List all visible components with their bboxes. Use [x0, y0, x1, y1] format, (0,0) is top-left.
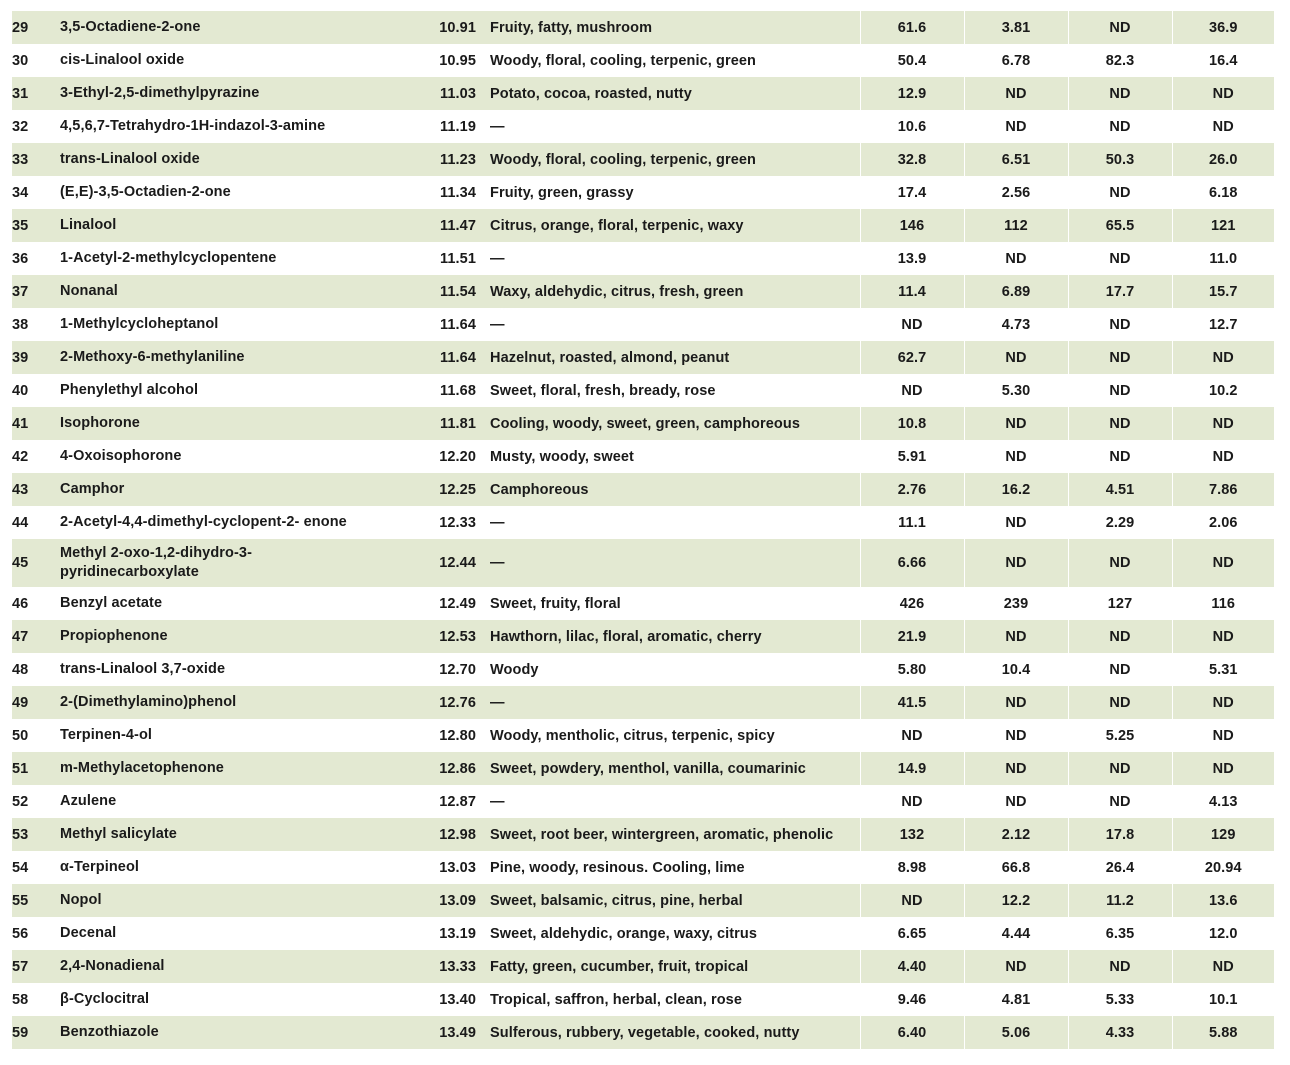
table-row [12, 110, 1274, 143]
value-4: 5.31 [1172, 653, 1274, 686]
table-row [12, 884, 1274, 917]
value-1: 426 [860, 587, 964, 620]
row-number: 29 [12, 11, 60, 44]
value-3: 4.51 [1068, 473, 1172, 506]
value-3: 6.35 [1068, 917, 1172, 950]
retention-time: 11.51 [360, 242, 490, 275]
odor-description: Sweet, floral, fresh, bready, rose [490, 374, 860, 407]
value-1: 6.40 [860, 1016, 964, 1049]
compound-name: α-Terpineol [60, 851, 360, 884]
table-row [12, 77, 1274, 110]
row-number: 49 [12, 686, 60, 719]
value-3: ND [1068, 242, 1172, 275]
value-3: ND [1068, 440, 1172, 473]
table-row [12, 620, 1274, 653]
row-number: 41 [12, 407, 60, 440]
value-2: 2.12 [964, 818, 1068, 851]
value-1: ND [860, 374, 964, 407]
compound-name: Benzothiazole [60, 1016, 360, 1049]
value-2: 10.4 [964, 653, 1068, 686]
odor-description: Cooling, woody, sweet, green, camphoreous [490, 407, 860, 440]
value-1: 4.40 [860, 950, 964, 983]
value-3: ND [1068, 686, 1172, 719]
retention-time: 13.19 [360, 917, 490, 950]
table-row [12, 11, 1274, 44]
value-4: ND [1172, 950, 1274, 983]
value-1: 41.5 [860, 686, 964, 719]
value-3: ND [1068, 77, 1172, 110]
value-1: 146 [860, 209, 964, 242]
value-4: ND [1172, 752, 1274, 785]
value-3: ND [1068, 785, 1172, 818]
retention-time: 11.54 [360, 275, 490, 308]
odor-description: Pine, woody, resinous. Cooling, lime [490, 851, 860, 884]
compound-name: Azulene [60, 785, 360, 818]
row-number: 40 [12, 374, 60, 407]
odor-description: Sweet, aldehydic, orange, waxy, citrus [490, 917, 860, 950]
value-1: ND [860, 785, 964, 818]
value-4: 20.94 [1172, 851, 1274, 884]
retention-time: 12.25 [360, 473, 490, 506]
table-row [12, 851, 1274, 884]
odor-description: Woody, floral, cooling, terpenic, green [490, 44, 860, 77]
odor-description: Sweet, powdery, menthol, vanilla, coumarinic [490, 752, 860, 785]
row-number: 45 [12, 539, 60, 587]
value-1: 62.7 [860, 341, 964, 374]
odor-description: Fruity, fatty, mushroom [490, 11, 860, 44]
value-4: 12.7 [1172, 308, 1274, 341]
table-row [12, 341, 1274, 374]
value-3: 4.33 [1068, 1016, 1172, 1049]
value-1: ND [860, 308, 964, 341]
compound-name: 4,5,6,7-Tetrahydro-1H-indazol-3-amine [60, 110, 360, 143]
table-row [12, 719, 1274, 752]
retention-time: 11.19 [360, 110, 490, 143]
table-row [12, 176, 1274, 209]
table-row [12, 209, 1274, 242]
table-row [12, 983, 1274, 1016]
compound-name: Linalool [60, 209, 360, 242]
value-2: ND [964, 950, 1068, 983]
row-number: 51 [12, 752, 60, 785]
value-1: ND [860, 884, 964, 917]
row-number: 58 [12, 983, 60, 1016]
value-3: 2.29 [1068, 506, 1172, 539]
value-3: 26.4 [1068, 851, 1172, 884]
row-number: 55 [12, 884, 60, 917]
compound-name: trans-Linalool 3,7-oxide [60, 653, 360, 686]
retention-time: 12.33 [360, 506, 490, 539]
table-row [12, 506, 1274, 539]
value-4: 13.6 [1172, 884, 1274, 917]
row-number: 38 [12, 308, 60, 341]
compound-name: (E,E)-3,5-Octadien-2-one [60, 176, 360, 209]
retention-time: 12.53 [360, 620, 490, 653]
odor-description: — [490, 110, 860, 143]
value-3: 17.7 [1068, 275, 1172, 308]
value-3: ND [1068, 308, 1172, 341]
odor-description: Tropical, saffron, herbal, clean, rose [490, 983, 860, 1016]
odor-description: Waxy, aldehydic, citrus, fresh, green [490, 275, 860, 308]
value-2: 4.44 [964, 917, 1068, 950]
row-number: 35 [12, 209, 60, 242]
compound-name: 4-Oxoisophorone [60, 440, 360, 473]
value-1: 6.65 [860, 917, 964, 950]
retention-time: 12.80 [360, 719, 490, 752]
row-number: 34 [12, 176, 60, 209]
retention-time: 12.87 [360, 785, 490, 818]
compound-table [12, 11, 1274, 1049]
value-3: ND [1068, 341, 1172, 374]
value-4: 11.0 [1172, 242, 1274, 275]
value-2: ND [964, 77, 1068, 110]
row-number: 57 [12, 950, 60, 983]
value-2: ND [964, 407, 1068, 440]
retention-time: 12.76 [360, 686, 490, 719]
value-2: 4.81 [964, 983, 1068, 1016]
retention-time: 13.49 [360, 1016, 490, 1049]
value-1: 8.98 [860, 851, 964, 884]
value-3: ND [1068, 539, 1172, 587]
retention-time: 12.98 [360, 818, 490, 851]
table-row [12, 407, 1274, 440]
row-number: 46 [12, 587, 60, 620]
row-number: 48 [12, 653, 60, 686]
row-number: 54 [12, 851, 60, 884]
row-number: 36 [12, 242, 60, 275]
value-1: 11.1 [860, 506, 964, 539]
value-1: 10.6 [860, 110, 964, 143]
value-4: 5.88 [1172, 1016, 1274, 1049]
value-2: ND [964, 719, 1068, 752]
value-2: ND [964, 539, 1068, 587]
row-number: 43 [12, 473, 60, 506]
value-3: 127 [1068, 587, 1172, 620]
value-3: 5.25 [1068, 719, 1172, 752]
value-2: 6.51 [964, 143, 1068, 176]
value-4: 12.0 [1172, 917, 1274, 950]
value-4: ND [1172, 620, 1274, 653]
compound-name: β-Cyclocitral [60, 983, 360, 1016]
row-number: 33 [12, 143, 60, 176]
value-4: 7.86 [1172, 473, 1274, 506]
retention-time: 11.64 [360, 308, 490, 341]
value-1: 50.4 [860, 44, 964, 77]
retention-time: 13.09 [360, 884, 490, 917]
value-2: 12.2 [964, 884, 1068, 917]
value-1: 21.9 [860, 620, 964, 653]
odor-description: — [490, 308, 860, 341]
row-number: 37 [12, 275, 60, 308]
value-2: 3.81 [964, 11, 1068, 44]
value-4: ND [1172, 539, 1274, 587]
retention-time: 12.20 [360, 440, 490, 473]
odor-description: Citrus, orange, floral, terpenic, waxy [490, 209, 860, 242]
odor-description: — [490, 506, 860, 539]
value-3: ND [1068, 752, 1172, 785]
value-2: 239 [964, 587, 1068, 620]
table-body [12, 11, 1274, 1049]
retention-time: 10.95 [360, 44, 490, 77]
value-4: ND [1172, 719, 1274, 752]
value-4: ND [1172, 77, 1274, 110]
odor-description: Sweet, fruity, floral [490, 587, 860, 620]
table-row [12, 785, 1274, 818]
value-2: ND [964, 686, 1068, 719]
value-4: 4.13 [1172, 785, 1274, 818]
compound-name: 2-(Dimethylamino)phenol [60, 686, 360, 719]
retention-time: 11.64 [360, 341, 490, 374]
retention-time: 11.23 [360, 143, 490, 176]
value-4: ND [1172, 440, 1274, 473]
value-2: ND [964, 110, 1068, 143]
odor-description: — [490, 539, 860, 587]
compound-name: 2-Methoxy-6-methylaniline [60, 341, 360, 374]
value-1: 6.66 [860, 539, 964, 587]
value-3: ND [1068, 176, 1172, 209]
retention-time: 11.03 [360, 77, 490, 110]
value-3: 50.3 [1068, 143, 1172, 176]
value-1: 132 [860, 818, 964, 851]
row-number: 50 [12, 719, 60, 752]
value-4: 129 [1172, 818, 1274, 851]
odor-description: Sweet, root beer, wintergreen, aromatic, phenolic [490, 818, 860, 851]
row-number: 44 [12, 506, 60, 539]
value-3: ND [1068, 620, 1172, 653]
value-2: 112 [964, 209, 1068, 242]
row-number: 39 [12, 341, 60, 374]
row-number: 31 [12, 77, 60, 110]
odor-description: Musty, woody, sweet [490, 440, 860, 473]
compound-name: 3-Ethyl-2,5-dimethylpyrazine [60, 77, 360, 110]
odor-description: Hazelnut, roasted, almond, peanut [490, 341, 860, 374]
value-2: ND [964, 506, 1068, 539]
value-2: 66.8 [964, 851, 1068, 884]
retention-time: 12.70 [360, 653, 490, 686]
value-1: 14.9 [860, 752, 964, 785]
row-number: 47 [12, 620, 60, 653]
value-2: ND [964, 242, 1068, 275]
value-3: ND [1068, 407, 1172, 440]
table-row [12, 818, 1274, 851]
row-number: 30 [12, 44, 60, 77]
value-2: 5.30 [964, 374, 1068, 407]
table-row [12, 587, 1274, 620]
value-2: 4.73 [964, 308, 1068, 341]
compound-name: 3,5-Octadiene-2-one [60, 11, 360, 44]
value-2: ND [964, 341, 1068, 374]
value-4: ND [1172, 407, 1274, 440]
value-4: 26.0 [1172, 143, 1274, 176]
odor-description: Sulferous, rubbery, vegetable, cooked, nutty [490, 1016, 860, 1049]
value-1: 5.91 [860, 440, 964, 473]
table-row [12, 752, 1274, 785]
compound-name: Benzyl acetate [60, 587, 360, 620]
value-2: 6.89 [964, 275, 1068, 308]
compound-name: Terpinen-4-ol [60, 719, 360, 752]
odor-description: — [490, 686, 860, 719]
table-row [12, 308, 1274, 341]
table-row [12, 653, 1274, 686]
retention-time: 10.91 [360, 11, 490, 44]
value-3: 17.8 [1068, 818, 1172, 851]
value-1: 10.8 [860, 407, 964, 440]
row-number: 32 [12, 110, 60, 143]
value-4: 2.06 [1172, 506, 1274, 539]
odor-description: Potato, cocoa, roasted, nutty [490, 77, 860, 110]
value-4: 10.1 [1172, 983, 1274, 1016]
compound-name: trans-Linalool oxide [60, 143, 360, 176]
odor-description: Hawthorn, lilac, floral, aromatic, cherry [490, 620, 860, 653]
value-3: 82.3 [1068, 44, 1172, 77]
odor-description: Sweet, balsamic, citrus, pine, herbal [490, 884, 860, 917]
value-1: 32.8 [860, 143, 964, 176]
odor-description: Woody, mentholic, citrus, terpenic, spicy [490, 719, 860, 752]
value-2: ND [964, 752, 1068, 785]
retention-time: 11.81 [360, 407, 490, 440]
value-4: 15.7 [1172, 275, 1274, 308]
compound-name: Methyl salicylate [60, 818, 360, 851]
table-row [12, 1016, 1274, 1049]
retention-time: 13.33 [360, 950, 490, 983]
compound-name: cis-Linalool oxide [60, 44, 360, 77]
value-3: ND [1068, 374, 1172, 407]
value-4: 36.9 [1172, 11, 1274, 44]
compound-name: Propiophenone [60, 620, 360, 653]
compound-name: 1-Acetyl-2-methylcyclopentene [60, 242, 360, 275]
odor-description: — [490, 242, 860, 275]
value-1: 61.6 [860, 11, 964, 44]
value-1: 17.4 [860, 176, 964, 209]
value-2: 6.78 [964, 44, 1068, 77]
value-4: 10.2 [1172, 374, 1274, 407]
odor-description: Fatty, green, cucumber, fruit, tropical [490, 950, 860, 983]
odor-description: — [490, 785, 860, 818]
value-4: 16.4 [1172, 44, 1274, 77]
retention-time: 12.49 [360, 587, 490, 620]
value-3: 65.5 [1068, 209, 1172, 242]
compound-name: Camphor [60, 473, 360, 506]
compound-name: Phenylethyl alcohol [60, 374, 360, 407]
compound-name: 1-Methylcycloheptanol [60, 308, 360, 341]
value-3: 11.2 [1068, 884, 1172, 917]
table-row [12, 440, 1274, 473]
compound-name: Isophorone [60, 407, 360, 440]
value-1: 2.76 [860, 473, 964, 506]
compound-name: Nonanal [60, 275, 360, 308]
value-2: ND [964, 620, 1068, 653]
value-4: 116 [1172, 587, 1274, 620]
value-3: ND [1068, 11, 1172, 44]
value-2: 16.2 [964, 473, 1068, 506]
retention-time: 11.47 [360, 209, 490, 242]
retention-time: 13.40 [360, 983, 490, 1016]
odor-description: Camphoreous [490, 473, 860, 506]
compound-name: 2,4-Nonadienal [60, 950, 360, 983]
value-1: 13.9 [860, 242, 964, 275]
table-row [12, 473, 1274, 506]
retention-time: 12.44 [360, 539, 490, 587]
value-1: 9.46 [860, 983, 964, 1016]
value-4: ND [1172, 110, 1274, 143]
value-4: 6.18 [1172, 176, 1274, 209]
compound-name: Methyl 2-oxo-1,2-dihydro-3-pyridinecarboxylate [60, 539, 360, 587]
table-row [12, 44, 1274, 77]
compound-name: m-Methylacetophenone [60, 752, 360, 785]
row-number: 56 [12, 917, 60, 950]
value-2: 5.06 [964, 1016, 1068, 1049]
row-number: 59 [12, 1016, 60, 1049]
odor-description: Woody [490, 653, 860, 686]
value-3: ND [1068, 653, 1172, 686]
retention-time: 11.34 [360, 176, 490, 209]
compound-name: Decenal [60, 917, 360, 950]
table-row [12, 950, 1274, 983]
compound-name: 2-Acetyl-4,4-dimethyl-cyclopent-2- enone [60, 506, 360, 539]
value-1: 11.4 [860, 275, 964, 308]
table-row [12, 275, 1274, 308]
value-2: ND [964, 440, 1068, 473]
compound-name: Nopol [60, 884, 360, 917]
table-row [12, 686, 1274, 719]
value-3: ND [1068, 110, 1172, 143]
value-3: ND [1068, 950, 1172, 983]
retention-time: 13.03 [360, 851, 490, 884]
odor-description: Fruity, green, grassy [490, 176, 860, 209]
table-row [12, 917, 1274, 950]
value-4: 121 [1172, 209, 1274, 242]
row-number: 53 [12, 818, 60, 851]
value-2: 2.56 [964, 176, 1068, 209]
row-number: 42 [12, 440, 60, 473]
odor-description: Woody, floral, cooling, terpenic, green [490, 143, 860, 176]
value-1: 5.80 [860, 653, 964, 686]
retention-time: 11.68 [360, 374, 490, 407]
value-1: 12.9 [860, 77, 964, 110]
table-row [12, 242, 1274, 275]
value-3: 5.33 [1068, 983, 1172, 1016]
table-row [12, 374, 1274, 407]
value-2: ND [964, 785, 1068, 818]
value-1: ND [860, 719, 964, 752]
table-row [12, 143, 1274, 176]
value-4: ND [1172, 341, 1274, 374]
value-4: ND [1172, 686, 1274, 719]
row-number: 52 [12, 785, 60, 818]
table-row [12, 539, 1274, 587]
retention-time: 12.86 [360, 752, 490, 785]
